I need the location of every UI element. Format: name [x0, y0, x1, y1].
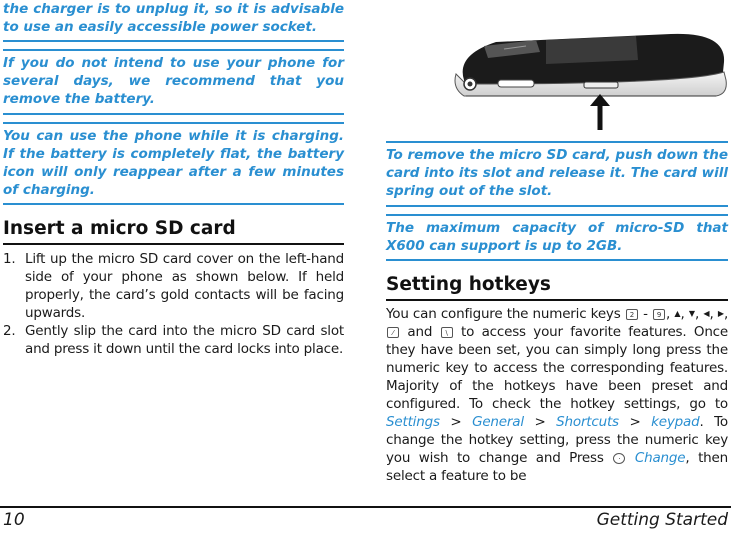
note-divider	[3, 113, 344, 115]
hotkeys-paragraph	[386, 305, 728, 485]
note-divider	[3, 203, 344, 205]
note-divider	[3, 49, 344, 51]
keypad-link: keypad	[651, 414, 700, 430]
battery-removal-note: If you do not intend to use your phone for several days, we recommend that you remove the battery.	[3, 55, 344, 107]
step-text: Gently slip the card into the micro SD card slot and press it down until the card locks into place.	[25, 323, 344, 357]
nav-right-icon: ▶	[717, 309, 724, 318]
nav-down-icon: ▼	[688, 309, 695, 318]
note-divider	[3, 122, 344, 124]
hotkeys-text: ,	[723, 306, 729, 322]
note-divider	[3, 40, 344, 42]
heading-underline	[3, 243, 344, 245]
nav-left-icon: ◀	[703, 309, 710, 318]
page-number: 10	[3, 510, 25, 530]
hotkeys-text: . To change the hotkey setting, press the numeric key you wish to change and Press	[386, 414, 728, 466]
section-heading-hotkeys: Setting hotkeys	[386, 274, 551, 295]
general-link: General	[472, 414, 524, 430]
phone-sd-illustration	[386, 0, 728, 134]
hotkeys-text: ,	[695, 306, 700, 322]
hotkeys-text: You can configure the numeric keys	[386, 306, 621, 322]
step-number: 1.	[3, 251, 16, 267]
section-heading-sd-card: Insert a micro SD card	[3, 218, 236, 239]
heading-underline	[386, 299, 728, 301]
sd-removal-note: To remove the micro SD card, push down the card into its slot and release it. The card will spring out of the slot.	[386, 147, 728, 199]
sd-card-steps	[3, 250, 344, 358]
sd-capacity-note: The maximum capacity of micro-SD that X600 can support is up to 2GB.	[386, 220, 728, 254]
settings-link: Settings	[386, 414, 440, 430]
shortcuts-link: Shortcuts	[556, 414, 619, 430]
left-column	[3, 0, 344, 358]
hotkeys-text: >	[629, 414, 641, 430]
footer-rule	[0, 506, 731, 508]
hotkeys-text: to access your favorite features. Once they have been set, you can simply long press the numeric key to access the corresponding features. Majority of the hotkeys have been preset and configured. To check the hotkey settings, go to	[386, 324, 728, 412]
right-column	[386, 0, 728, 485]
hotkeys-text: >	[450, 414, 462, 430]
phone-side-illustration	[386, 0, 728, 134]
key-9-icon: 9	[653, 309, 665, 320]
hotkeys-text: ,	[680, 306, 685, 322]
charger-note: the charger is to unplug it, so it is advisable to use an easily accessible power socket.	[3, 1, 344, 35]
hotkeys-text: , then select a feature to be	[386, 450, 728, 484]
step-number: 2.	[3, 323, 16, 339]
change-link: Change	[634, 450, 686, 466]
ok-key-icon: ·	[613, 453, 625, 464]
note-divider	[386, 141, 728, 143]
left-softkey-icon: ⁄	[387, 327, 399, 338]
step-item	[3, 322, 344, 358]
charging-note: You can use the phone while it is charging. If the battery is completely flat, the battery icon will only reappear after a few minutes of charging.	[3, 128, 344, 198]
note-divider	[386, 259, 728, 261]
hotkeys-text: ,	[709, 306, 714, 322]
note-divider	[386, 205, 728, 207]
key-2-icon: 2	[626, 309, 638, 320]
hotkeys-text: -	[643, 306, 648, 322]
hotkeys-text: ,	[666, 306, 671, 322]
hotkeys-text: >	[534, 414, 546, 430]
chapter-title: Getting Started	[596, 510, 728, 530]
right-softkey-icon: \	[441, 327, 453, 338]
note-divider	[386, 214, 728, 216]
step-text: Lift up the micro SD card cover on the left-hand side of your phone as shown below. If held properly, the card’s gold contacts will be facing upwards.	[25, 251, 344, 321]
nav-up-icon: ▲	[674, 309, 681, 318]
hotkeys-text: and	[407, 324, 433, 340]
step-item	[3, 250, 344, 322]
